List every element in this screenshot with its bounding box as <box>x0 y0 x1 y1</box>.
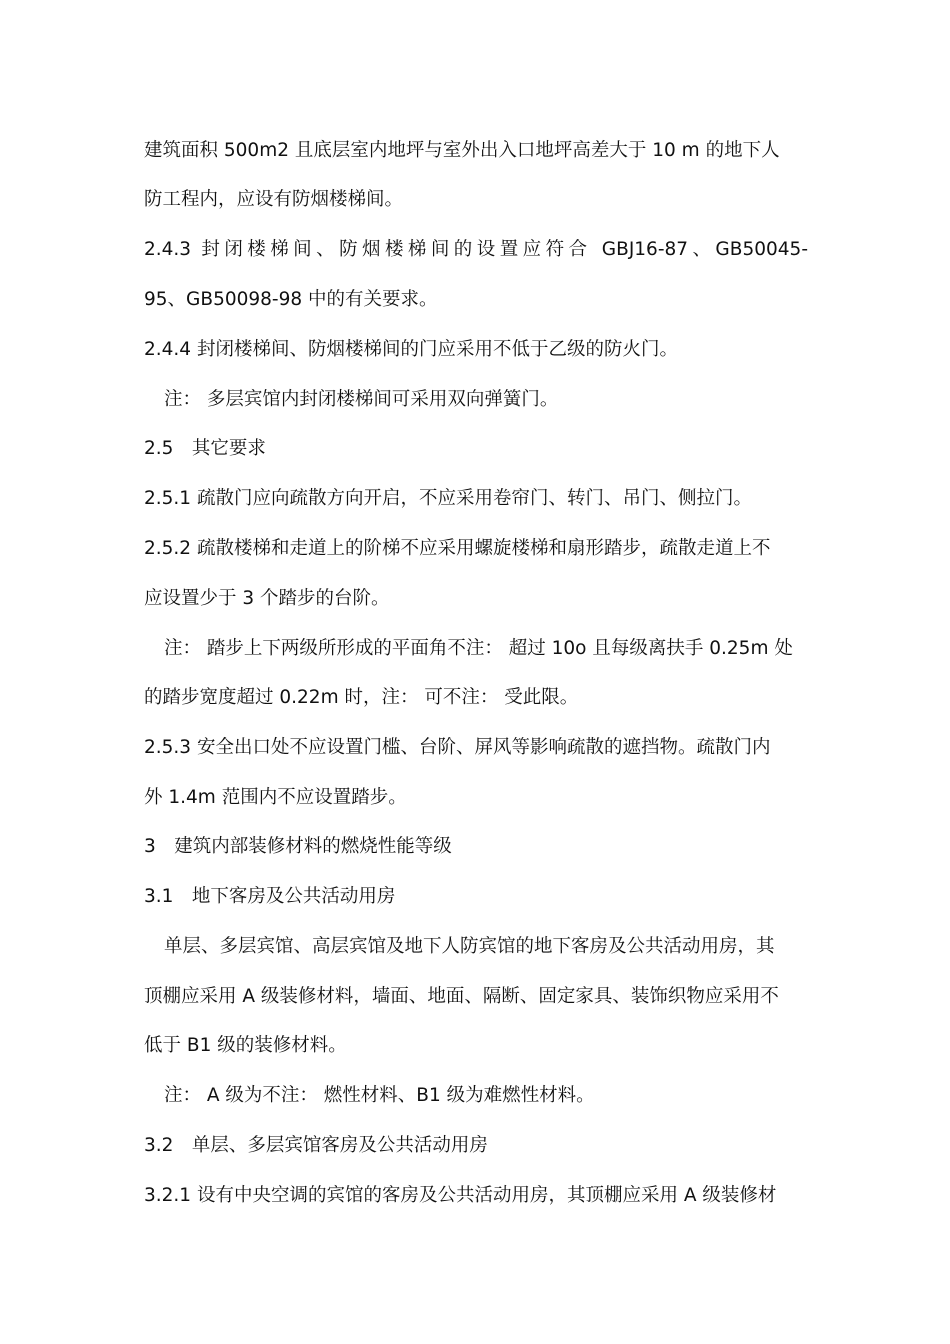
paragraph-line: 单层、多层宾馆、高层宾馆及地下人防宾馆的地下客房及公共活动用房，其 <box>164 936 775 957</box>
paragraph-line: 应设置少于 3 个踏步的台阶。 <box>144 588 390 609</box>
note-line: 注： A 级为不注： 燃性材料、B1 级为难燃性材料。 <box>164 1085 595 1106</box>
paragraph-line: 防工程内，应设有防烟楼梯间。 <box>144 189 404 210</box>
paragraph-line: 建筑面积 500m2 且底层室内地坪与室外出入口地坪高差大于 10 m 的地下人 <box>144 140 780 161</box>
note-line: 注： 多层宾馆内封闭楼梯间可采用双向弹簧门。 <box>164 389 559 410</box>
paragraph-line: 95、GB50098-98 中的有关要求。 <box>144 289 438 310</box>
note-line: 注： 踏步上下两级所形成的平面角不注： 超过 10o 且每级离扶手 0.25m 处 <box>164 638 793 659</box>
paragraph-line: 顶棚应采用 A 级装修材料，墙面、地面、隔断、固定家具、装饰织物应采用不 <box>144 986 779 1007</box>
paragraph-line: 外 1.4m 范围内不应设置踏步。 <box>144 787 407 808</box>
paragraph-line: 2.5.1 疏散门应向疏散方向开启，不应采用卷帘门、转门、吊门、侧拉门。 <box>144 488 752 509</box>
paragraph-line: 3.2.1 设有中央空调的宾馆的客房及公共活动用房，其顶棚应采用 A 级装修材 <box>144 1185 777 1206</box>
paragraph-line: 2.4.3 封闭楼梯间、防烟楼梯间的设置应符合 GBJ16-87、GB50045- <box>144 239 808 260</box>
section-heading: 3 建筑内部装修材料的燃烧性能等级 <box>144 836 452 857</box>
section-heading: 3.2 单层、多层宾馆客房及公共活动用房 <box>144 1135 488 1156</box>
paragraph-line: 2.5.2 疏散楼梯和走道上的阶梯不应采用螺旋楼梯和扇形踏步，疏散走道上不 <box>144 538 771 559</box>
paragraph-line: 的踏步宽度超过 0.22m 时，注： 可不注： 受此限。 <box>144 687 579 708</box>
section-heading: 3.1 地下客房及公共活动用房 <box>144 886 396 907</box>
paragraph-line: 低于 B1 级的装修材料。 <box>144 1035 347 1056</box>
section-heading: 2.5 其它要求 <box>144 438 266 459</box>
paragraph-line: 2.4.4 封闭楼梯间、防烟楼梯间的门应采用不低于乙级的防火门。 <box>144 339 678 360</box>
paragraph-line: 2.5.3 安全出口处不应设置门槛、台阶、屏风等影响疏散的遮挡物。疏散门内 <box>144 737 771 758</box>
